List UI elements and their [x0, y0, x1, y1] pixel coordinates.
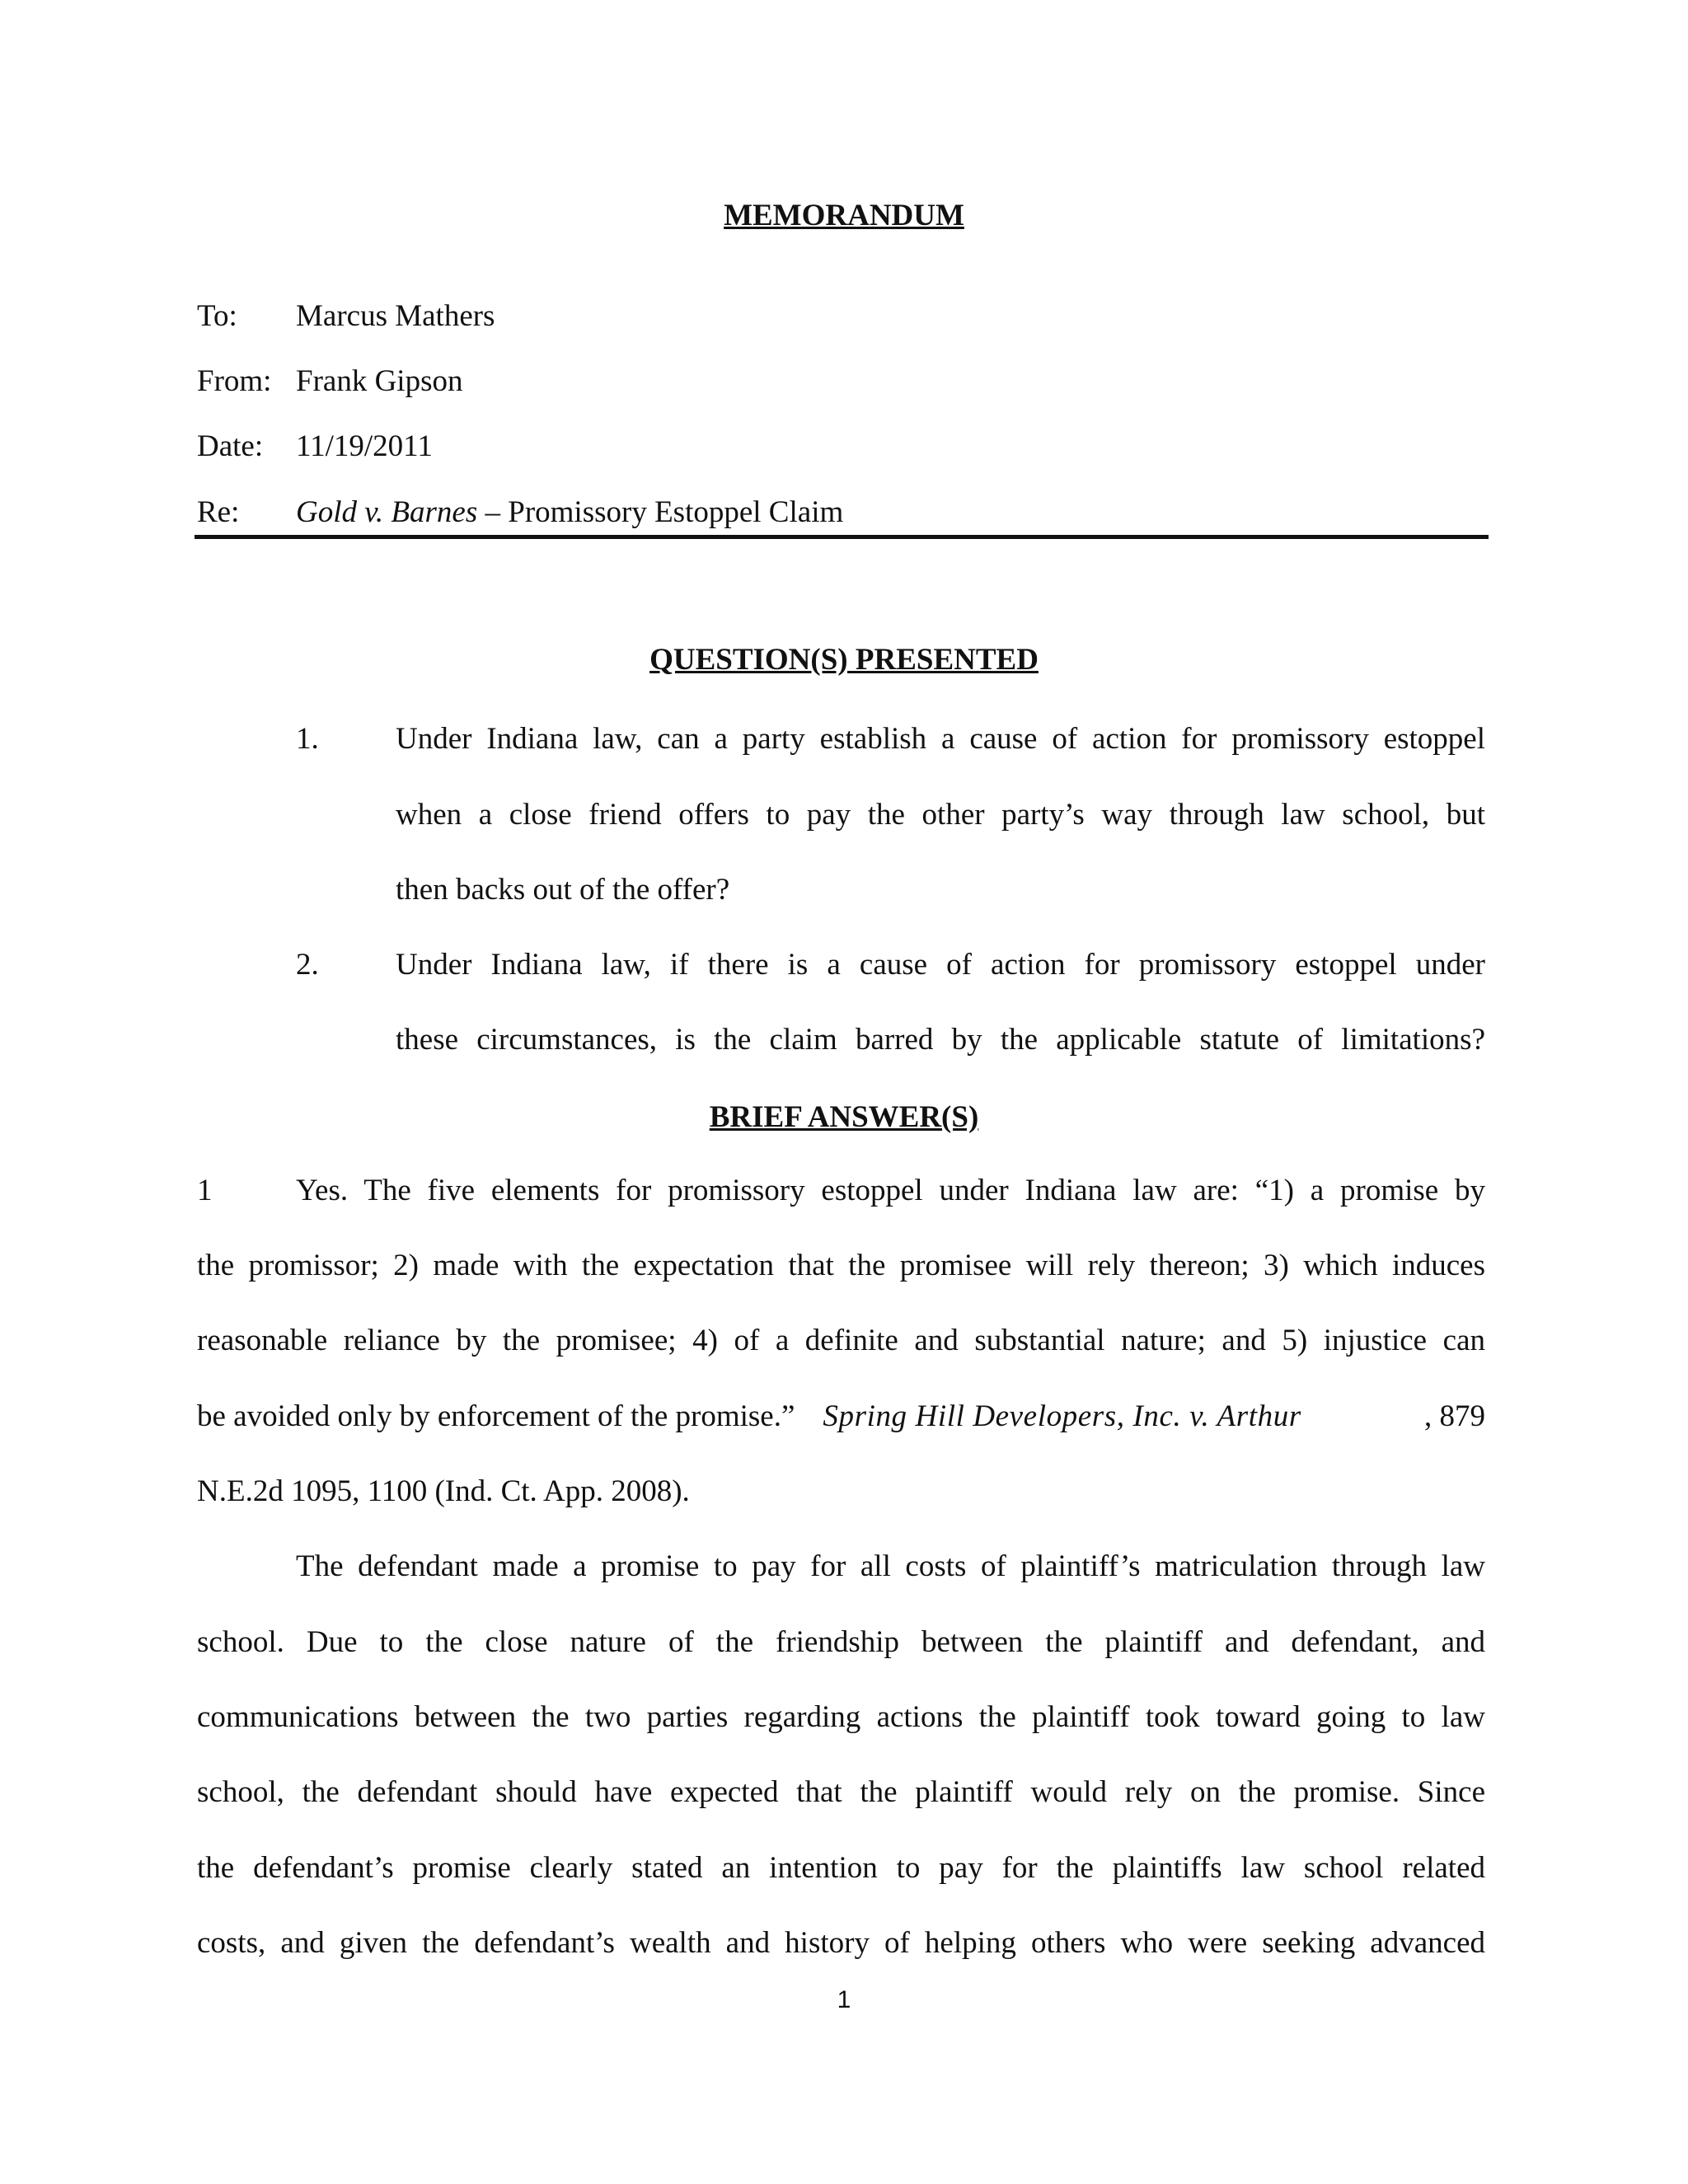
answers-heading: BRIEF ANSWER(S)	[709, 1100, 979, 1134]
re-label: Re:	[197, 495, 240, 529]
answer-1-line-5: N.E.2d 1095, 1100 (Ind. Ct. App. 2008).	[197, 1474, 690, 1508]
from-label: From:	[197, 364, 272, 398]
answer-1-number: 1	[197, 1174, 213, 1207]
paragraph-2-line-3: communications between the two parties regarding actions the plaintiff took toward going to law	[197, 1700, 1485, 1734]
question-1-number: 1.	[296, 722, 319, 756]
citation-volume: , 879	[1424, 1399, 1485, 1433]
to-value: Marcus Mathers	[296, 299, 495, 333]
from-value: Frank Gipson	[296, 364, 463, 398]
date-label: Date:	[197, 429, 264, 463]
paragraph-2-line-6: costs, and given the defendant’s wealth and history of helping others who were seeking advanced	[197, 1926, 1485, 1960]
question-1-line-3: then backs out of the offer?	[396, 873, 730, 907]
re-subject: – Promissory Estoppel Claim	[477, 495, 844, 529]
answer-1-line-2: the promissor; 2) made with the expectation that the promisee will rely thereon; 3) which induces	[197, 1249, 1485, 1282]
question-2-number: 2.	[296, 948, 319, 982]
question-1-line-2: when a close friend offers to pay the other party’s way through law school, but	[396, 798, 1485, 832]
question-1-line-1: Under Indiana law, can a party establish a cause of action for promissory estoppel	[396, 722, 1485, 756]
citation-case-name: Spring Hill Developers, Inc. v. Arthur	[823, 1399, 1301, 1433]
answer-1-line-4	[197, 1396, 1485, 1437]
questions-heading: QUESTION(S) PRESENTED	[649, 643, 1039, 677]
question-2-line-2: these circumstances, is the claim barred by the applicable statute of limitations?	[396, 1023, 1485, 1057]
paragraph-2-line-5: the defendant’s promise clearly stated an intention to pay for the plaintiffs law school related	[197, 1851, 1485, 1885]
page-number: 1	[837, 1986, 851, 2013]
answer-1-line-1: Yes. The five elements for promissory estoppel under Indiana law are: “1) a promise by	[296, 1174, 1485, 1207]
answer-1-line-4-text: be avoided only by enforcement of the promise.”	[197, 1399, 795, 1433]
header-divider	[195, 535, 1489, 539]
to-label: To:	[197, 299, 237, 333]
paragraph-2-line-4: school, the defendant should have expected that the plaintiff would rely on the promise. Since	[197, 1775, 1485, 1809]
re-value	[296, 492, 843, 533]
date-value: 11/19/2011	[296, 429, 433, 463]
paragraph-2-line-2: school. Due to the close nature of the friendship between the plaintiff and defendant, and	[197, 1625, 1485, 1659]
re-case-name: Gold v. Barnes	[296, 495, 478, 529]
memo-title: MEMORANDUM	[724, 199, 964, 232]
paragraph-2-line-1: The defendant made a promise to pay for all costs of plaintiff’s matriculation through law	[296, 1549, 1485, 1583]
answer-1-line-3: reasonable reliance by the promisee; 4) of a definite and substantial nature; and 5) injustice can	[197, 1324, 1485, 1357]
question-2-line-1: Under Indiana law, if there is a cause of action for promissory estoppel under	[396, 948, 1485, 982]
